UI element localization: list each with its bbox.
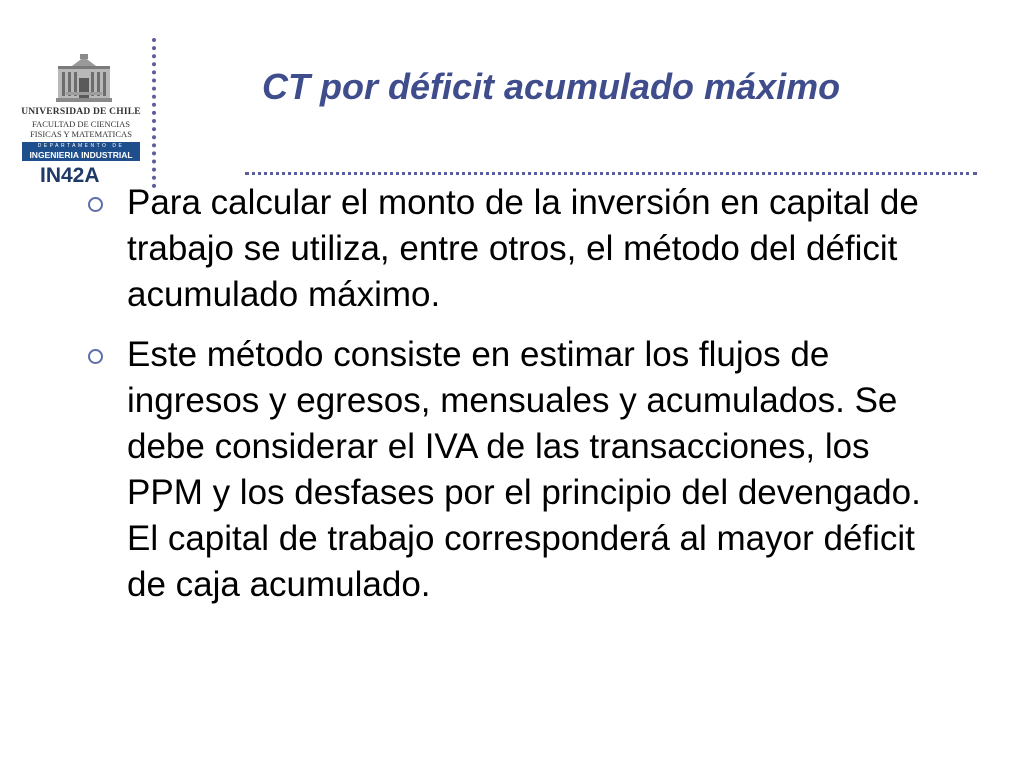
circle-bullet-icon — [88, 197, 103, 212]
bullet-item — [88, 180, 948, 318]
bullet-item — [88, 332, 948, 608]
slide-title: CT por déficit acumulado máximo — [262, 66, 841, 107]
department-band — [22, 142, 140, 161]
vertical-dotted-divider — [152, 38, 156, 188]
university-building-icon — [54, 54, 114, 104]
department-label: DEPARTAMENTO DE — [37, 143, 125, 149]
horizontal-dotted-divider — [245, 172, 977, 175]
bullet-list — [88, 180, 948, 608]
bullet-text: Para calcular el monto de la inversión en capital de trabajo se utiliza, entre otros, el método del déficit acumulado máximo. — [127, 183, 919, 314]
course-code: IN42A — [40, 164, 100, 187]
university-name: UNIVERSIDAD DE CHILE — [21, 107, 141, 117]
department-name: INGENIERIA INDUSTRIAL — [29, 150, 133, 160]
faculty-name: FACULTAD DE CIENCIAS FISICAS Y MATEMATICAS — [30, 119, 132, 139]
circle-bullet-icon — [88, 349, 103, 364]
bullet-text: Este método consiste en estimar los flujos de ingresos y egresos, mensuales y acumulados. Se debe considerar el IVA de las transacciones, los PPM y los desfases por el principio del devengado. El capital de trabajo corresponderá al mayor déficit de caja acumulado. — [127, 335, 921, 604]
